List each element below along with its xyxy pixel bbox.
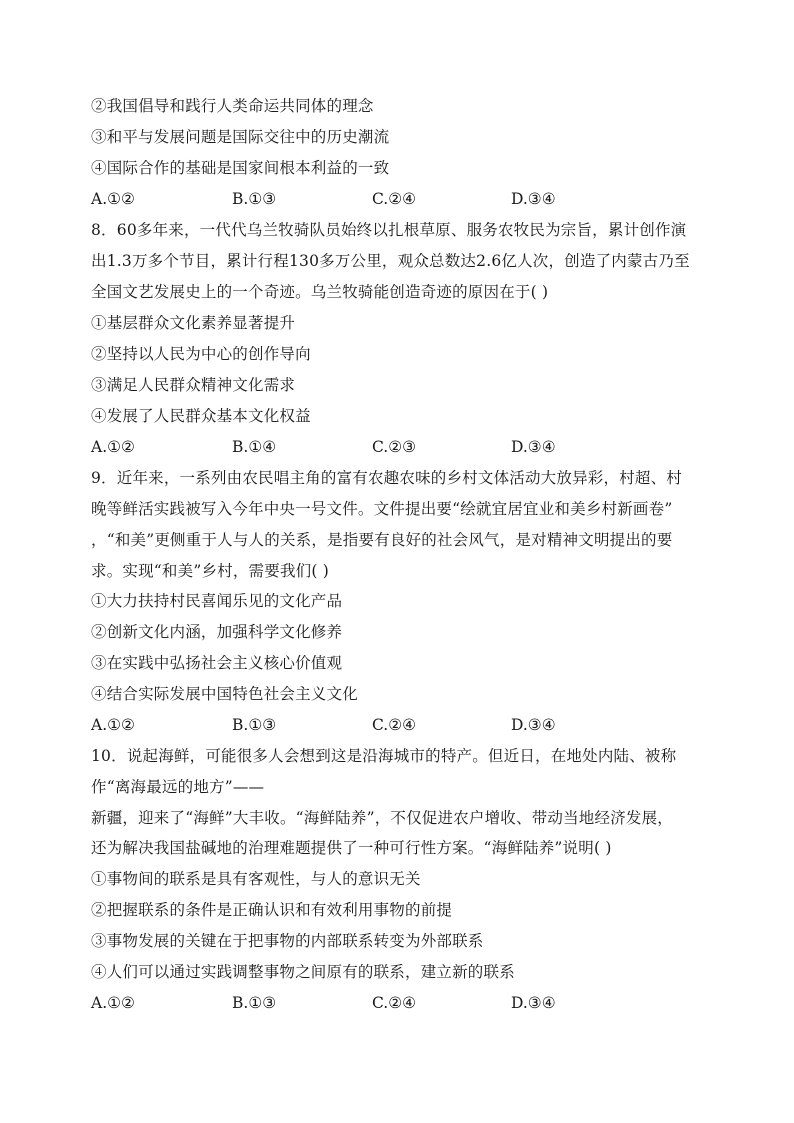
q9-choice-2: ②创新文化内涵，加强科学文化修养 [91, 623, 343, 641]
q7-choice-3: ③和平与发展问题是国际交往中的历史潮流 [91, 128, 390, 146]
q8-stem-line-1: 8．60多年来，一代代乌兰牧骑队员始终以扎根草原、服务农牧民为宗旨，累计创作演 [91, 221, 687, 239]
q10-stem-line-1: 10．说起海鲜，可能很多人会想到这是沿海城市的特产。但近日，在地处内陆、被称 [91, 747, 677, 765]
q8-option-d: D.③④ [511, 438, 556, 456]
q9-choice-4: ④结合实际发展中国特色社会主义文化 [91, 685, 358, 703]
q10-choice-4: ④人们可以通过实践调整事物之间原有的联系，建立新的联系 [91, 963, 515, 981]
q8-choice-3: ③满足人民群众精神文化需求 [91, 376, 296, 394]
q7-option-d: D.③④ [511, 190, 556, 208]
q8-option-a: A.①② [91, 438, 135, 456]
q7-option-b: B.①③ [232, 190, 277, 208]
q7-choice-4: ④国际合作的基础是国家间根本利益的一致 [91, 159, 390, 177]
q8-choice-2: ②坚持以人民为中心的创作导向 [91, 345, 311, 363]
q7-option-c: C.②④ [372, 190, 417, 208]
q8-choice-4: ④发展了人民群众基本文化权益 [91, 407, 311, 425]
q10-stem-line-4: 还为解决我国盐碱地的治理难题提供了一种可行性方案。“海鲜陆养”说明( ) [91, 839, 612, 857]
q10-option-c: C.②④ [372, 994, 417, 1012]
q9-choice-1: ①大力扶持村民喜闻乐见的文化产品 [91, 592, 343, 610]
q9-stem-line-3: ，“和美”更侧重于人与人的关系，是指要有良好的社会风气，是对精神文明提出的要 [91, 531, 673, 549]
q8-stem-line-2: 出1.3万多个节目，累计行程130多万公里，观众总数达2.6亿人次，创造了内蒙古乃至 [91, 252, 690, 270]
q10-option-a: A.①② [91, 994, 135, 1012]
q9-option-b: B.①③ [232, 716, 277, 734]
q10-choice-2: ②把握联系的条件是正确认识和有效利用事物的前提 [91, 901, 453, 919]
q10-stem-line-3: 新疆，迎来了“海鲜”大丰收。“海鲜陆养”，不仅促进农户增收、带动当地经济发展， [91, 809, 673, 827]
q10-option-d: D.③④ [511, 994, 556, 1012]
q10-option-b: B.①③ [232, 994, 277, 1012]
q10-choice-3: ③事物发展的关键在于把事物的内部联系转变为外部联系 [91, 932, 484, 950]
q9-choice-3: ③在实践中弘扬社会主义核心价值观 [91, 654, 343, 672]
q9-stem-line-4: 求。实现“和美”乡村，需要我们( ) [91, 562, 329, 580]
q7-option-a: A.①② [91, 190, 135, 208]
q8-choice-1: ①基层群众文化素养显著提升 [91, 314, 296, 332]
q8-option-c: C.②③ [372, 438, 417, 456]
q9-stem-line-2: 晚等鲜活实践被写入今年中央一号文件。文件提出要“绘就宜居宜业和美乡村新画卷” [91, 500, 673, 518]
q9-stem-line-1: 9．近年来，一系列由农民唱主角的富有农趣农味的乡村文体活动大放异彩，村超、村 [91, 469, 682, 487]
q10-options [91, 993, 703, 1013]
q9-option-d: D.③④ [511, 716, 556, 734]
q10-stem-line-2: 作“离海最远的地方”—— [91, 778, 265, 796]
q8-options [91, 437, 703, 457]
q9-option-a: A.①② [91, 716, 135, 734]
q7-options [91, 189, 703, 209]
q9-options [91, 715, 703, 735]
q8-option-b: B.①④ [232, 438, 277, 456]
q7-choice-2: ②我国倡导和践行人类命运共同体的理念 [91, 97, 374, 115]
q8-stem-line-3: 全国文艺发展史上的一个奇迹。乌兰牧骑能创造奇迹的原因在于( ) [91, 283, 549, 301]
q10-choice-1: ①事物间的联系是具有客观性，与人的意识无关 [91, 870, 421, 888]
q9-option-c: C.②④ [372, 716, 417, 734]
